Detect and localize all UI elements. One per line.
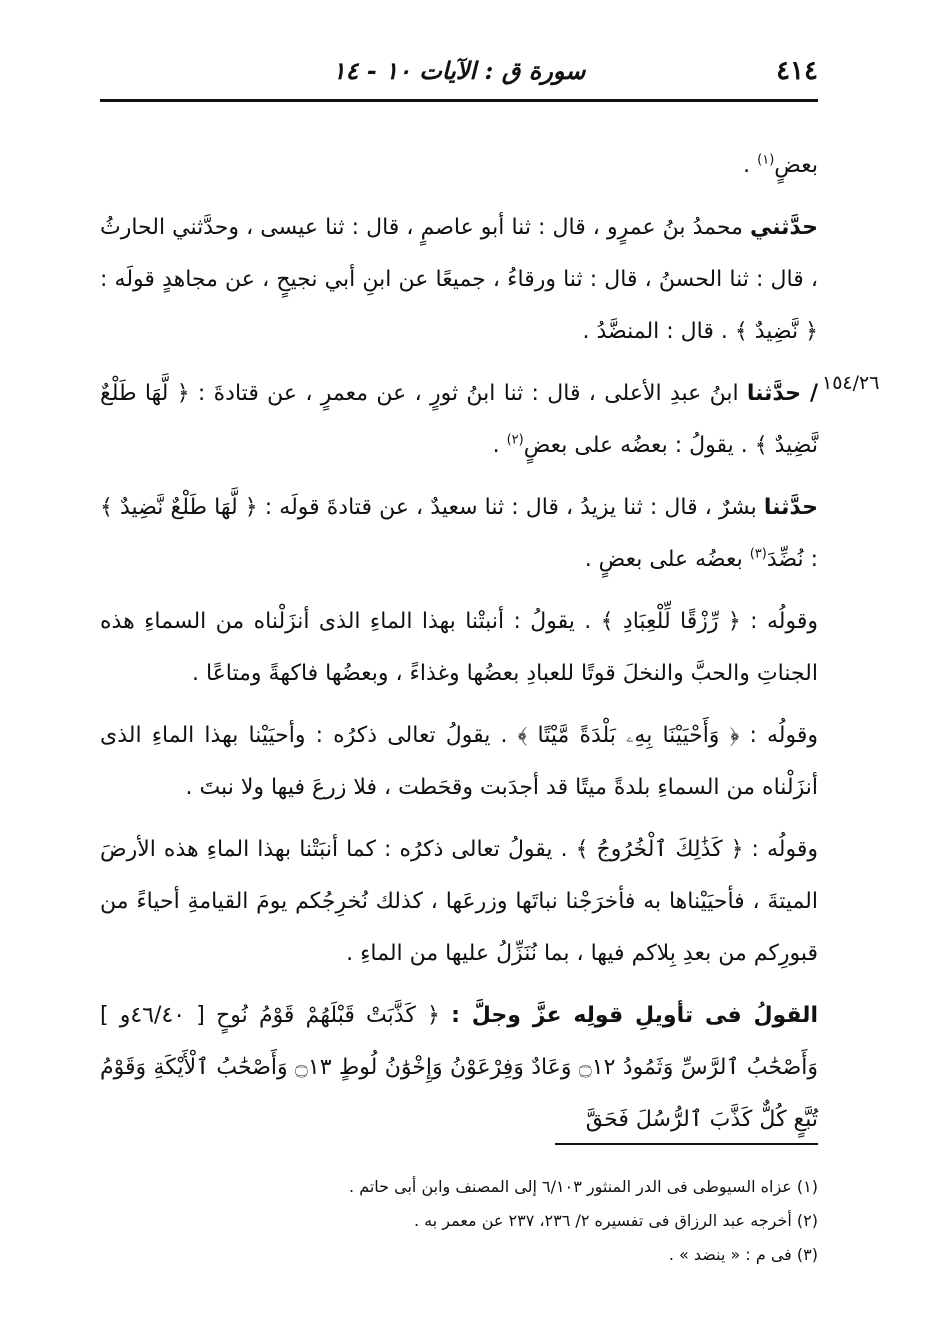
- paragraph: [100, 824, 818, 980]
- page-header: [100, 52, 818, 92]
- paragraph-tail: بعضُه على بعضٍ .: [584, 547, 750, 572]
- paragraph-lead: / حدَّثنا: [746, 381, 818, 406]
- paragraph-text: بشرٌ ، قال : ثنا يزيدُ ، قال : ثنا سعيدٌ ، عن قتادةَ قولَه : ﴿ لَّهَا طَلْعٌ نَّضِيدٌ ﴾ : نُضِّدَ: [100, 495, 818, 572]
- footnote: (٣) فى م : « ينضد » .: [668, 1245, 818, 1264]
- paragraph-text: محمدُ بنُ عمرٍو ، قال : ثنا أبو عاصمٍ ، قال : ثنا عيسى ، وحدَّثني الحارثُ ، قال : ثنا الحسنُ ، قال : ثنا ورقاءُ ، جميعًا عن ابنِ أبي نجيحٍ ، عن مجاهدٍ قولَه : ﴿ نَّضِيدٌ ﴾ . قال : المنضَّدُ .: [100, 215, 818, 344]
- footnote: (١) عزاه السيوطى فى الدر المنثور ٦/١٠٣ إلى المصنف وابن أبى حاتم .: [349, 1177, 818, 1196]
- header-rule: [100, 99, 818, 102]
- paragraph: [100, 710, 818, 814]
- paragraph: [100, 482, 818, 586]
- paragraph-lead: حدَّثنا: [763, 495, 818, 520]
- running-title: سورة ق : الآيات ١٠ - ١٤: [332, 56, 586, 85]
- footnote-ref: (٢): [506, 432, 524, 448]
- page-number: ٤١٤: [776, 56, 818, 86]
- paragraph-lead: حدَّثني: [749, 215, 818, 240]
- paragraph-text: ﴿ كَذَّبَتْ قَبْلَهُمْ قَوْمُ نُوحٍ [ ٤٦/٤٠و ] وَأَصْحَٰبُ ٱلرَّسِّ وَثَمُودُ ۝١٢ وَعَادٌ وَفِرْعَوْنُ وَإِخْوَٰنُ لُوطٍ ۝١٣ وَأَصْحَٰبُ ٱلْأَيْكَةِ وَقَوْمُ تُبَّعٍ كُلٌّ كَذَّبَ ٱلرُّسُلَ فَحَقَّ: [100, 1003, 818, 1132]
- footnote-rule: [555, 1143, 818, 1145]
- paragraph-tail: .: [492, 433, 507, 458]
- footnote: (٢) أخرجه عبد الرزاق فى تفسيره ٢/ ٢٣٦، ٢٣٧ عن معمر به .: [413, 1211, 818, 1230]
- paragraph: [100, 596, 818, 700]
- paragraph: [100, 202, 818, 358]
- paragraph-text: وقولُه : ﴿ كَذَٰلِكَ ٱلْخُرُوجُ ﴾ . يقولُ تعالى ذكرُه : كما أنبَتْنا بهذا الماءِ هذه الأرضَ الميتةَ ، فأحيَيْناها به فأخرَجْنا نباتَها وزرعَها ، كذلك نُخرِجُكم يومَ القيامةِ أحياءً من قبورِكم من بعدِ بِلاكم فيها ، بما نُنَزِّلُ عليها من الماءِ .: [100, 837, 818, 966]
- paragraph-text: وقولُه : ﴿ رِّزْقًا لِّلْعِبَادِ ﴾ . يقولُ : أنبتْنا بهذا الماءِ الذى أنزَلْناه من السماءِ هذه الجناتِ والحبَّ والنخلَ قوتًا للعبادِ بعضُها وغذاءً ، وبعضُها فاكهةً ومتاعًا .: [100, 609, 818, 686]
- paragraph-text: وقولُه : ﴿ وَأَحْيَيْنَا بِهِۦ بَلْدَةً مَّيْتًا ﴾ . يقولُ تعالى ذكرُه : وأحيَيْنا بهذا الماءِ الذى أنزَلْناه من السماءِ بلدةً ميتًا قد أجدَبت وقحَطت ، فلا زرعَ فيها ولا نبتَ .: [100, 723, 818, 800]
- paragraph: [100, 140, 818, 192]
- footnote-ref: (٣): [749, 546, 767, 562]
- section-heading: القولُ فى تأويلِ قولِه عزَّ وجلَّ :: [451, 1003, 818, 1028]
- footnote-ref: (١): [757, 152, 775, 168]
- margin-reference: ١٥٤/٢٦: [822, 372, 880, 394]
- paragraph-text: ابنُ عبدِ الأعلى ، قال : ثنا ابنُ ثورٍ ، عن معمرٍ ، عن قتادةَ : ﴿ لَّهَا طَلْعٌ نَّضِيدٌ ﴾ . يقولُ : بعضُه على بعضٍ: [100, 381, 818, 458]
- paragraph-text: بعضٍ: [774, 153, 818, 178]
- footnotes: [100, 1170, 818, 1272]
- section-heading-paragraph: [100, 990, 818, 1146]
- paragraph: [100, 368, 818, 472]
- body-text: [100, 140, 818, 1156]
- paragraph-tail: .: [743, 153, 758, 178]
